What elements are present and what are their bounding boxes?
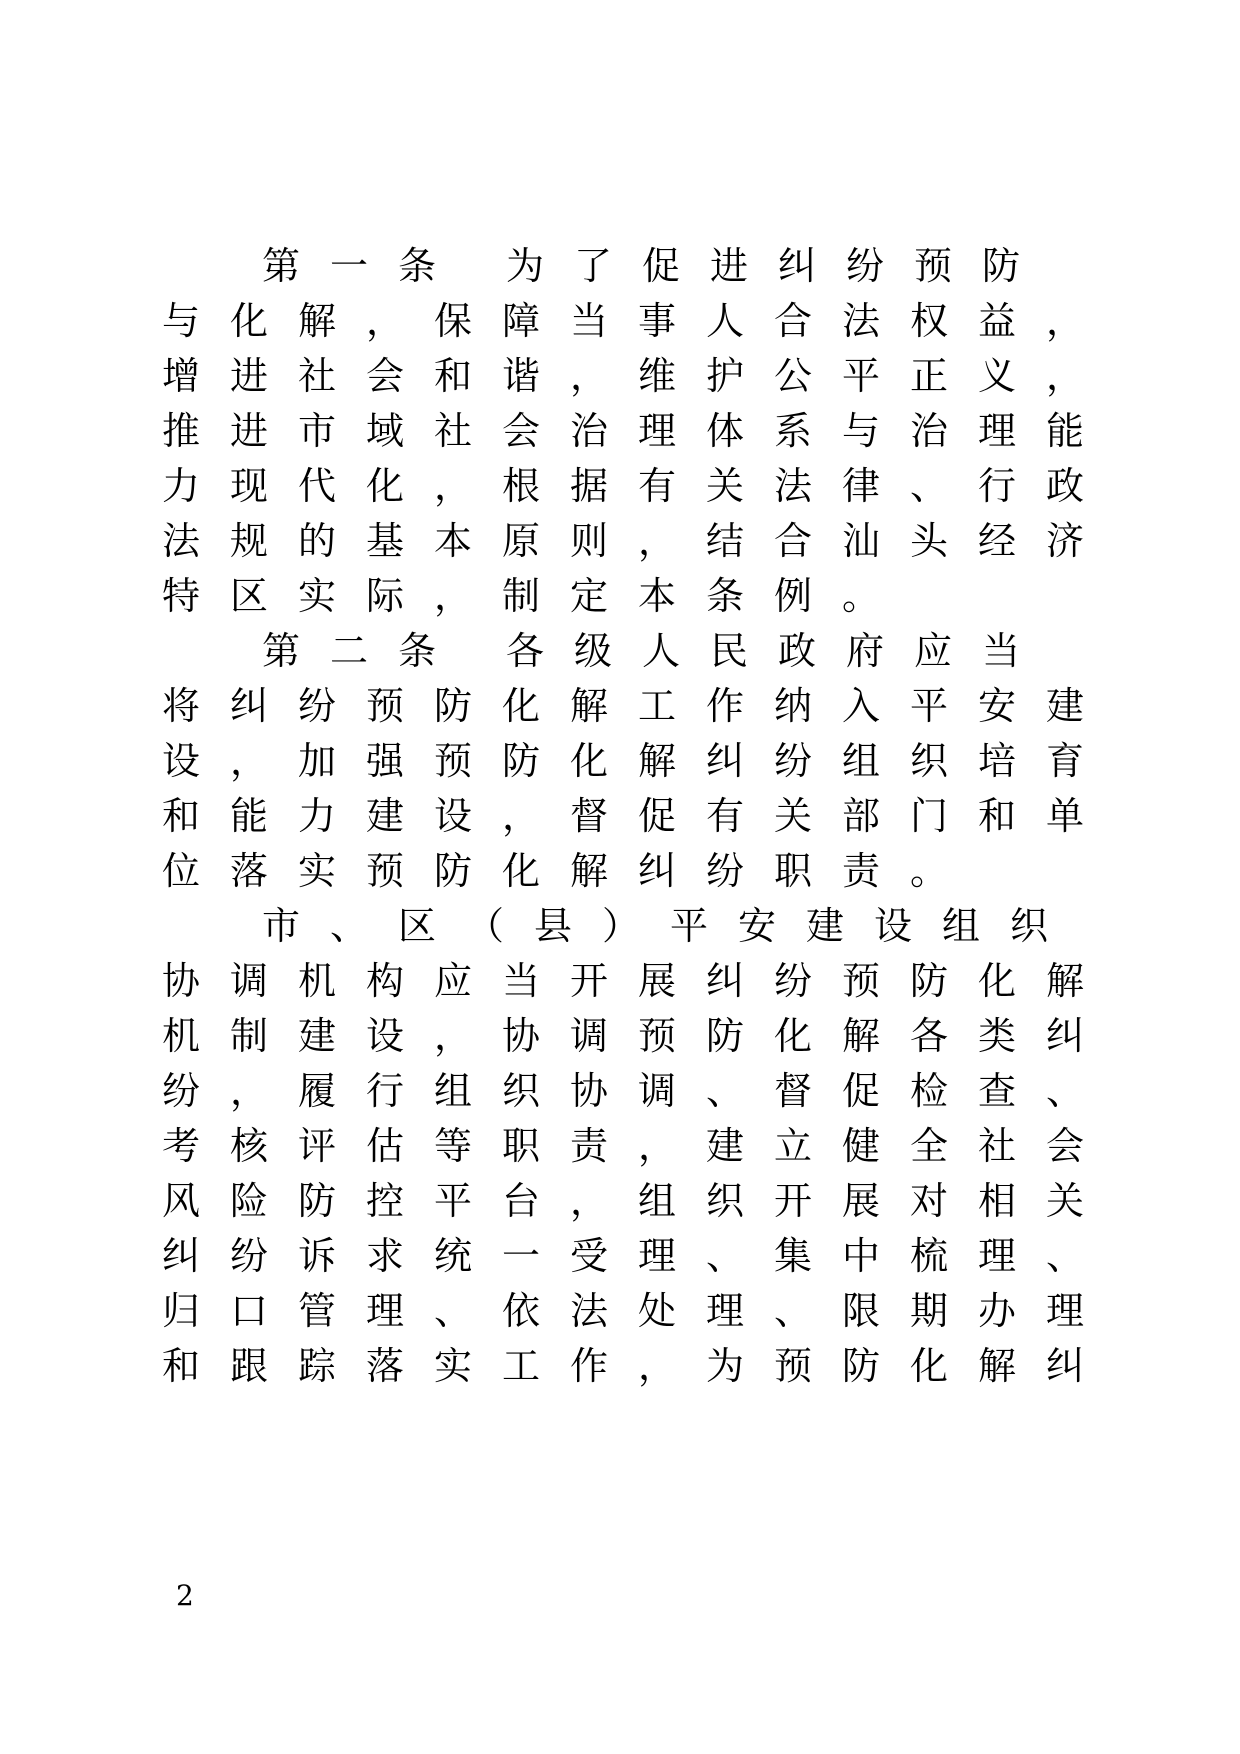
article-2-line-4: 和能力建设，督促有关部门和单 xyxy=(162,794,1115,838)
article-2-para-2-line-9: 和跟踪落实工作，为预防化解纠 xyxy=(162,1344,1115,1388)
article-1-line-1: 为了促进纠纷预防 xyxy=(506,244,1051,288)
article-2-para-2-line-8: 归口管理、依法处理、限期办理 xyxy=(162,1289,1115,1333)
article-2-para-2-line-3: 机制建设，协调预防化解各类纠 xyxy=(162,1014,1115,1058)
article-1-line-4: 推进市域社会治理体系与治理能 xyxy=(162,409,1115,453)
article-2-para-2-line-7: 纠纷诉求统一受理、集中梳理、 xyxy=(162,1234,1115,1278)
article-2-line-5: 位落实预防化解纠纷职责。 xyxy=(162,849,979,893)
article-2-heading-line xyxy=(262,620,1062,682)
article-2-number: 第二条 xyxy=(262,629,467,673)
article-1-number: 第一条 xyxy=(262,244,467,288)
article-2-para-2-line-4: 纷，履行组织协调、督促检查、 xyxy=(162,1069,1115,1113)
article-2-para-2-line-6: 风险防控平台，组织开展对相关 xyxy=(162,1179,1115,1223)
article-2-para-2-line-2: 协调机构应当开展纠纷预防化解 xyxy=(162,959,1115,1003)
article-1-line-5: 力现代化，根据有关法律、行政 xyxy=(162,464,1115,508)
article-2-para-2-line-1: 市、区（县）平安建设组织 xyxy=(262,904,1079,948)
article-1-heading-line xyxy=(262,235,1062,297)
article-1-line-7: 特区实际，制定本条例。 xyxy=(162,574,911,618)
article-2-line-2: 将纠纷预防化解工作纳入平安建 xyxy=(162,684,1115,728)
page-number: 2 xyxy=(176,1579,194,1612)
article-1-line-6: 法规的基本原则，结合汕头经济 xyxy=(162,519,1115,563)
article-2-line-1: 各级人民政府应当 xyxy=(506,629,1051,673)
article-2-para-2-line-5: 考核评估等职责，建立健全社会 xyxy=(162,1124,1115,1168)
article-2-line-3: 设，加强预防化解纠纷组织培育 xyxy=(162,739,1115,783)
article-1-line-2: 与化解，保障当事人合法权益， xyxy=(162,299,1115,343)
article-1-line-3: 增进社会和谐，维护公平正义， xyxy=(162,354,1115,398)
